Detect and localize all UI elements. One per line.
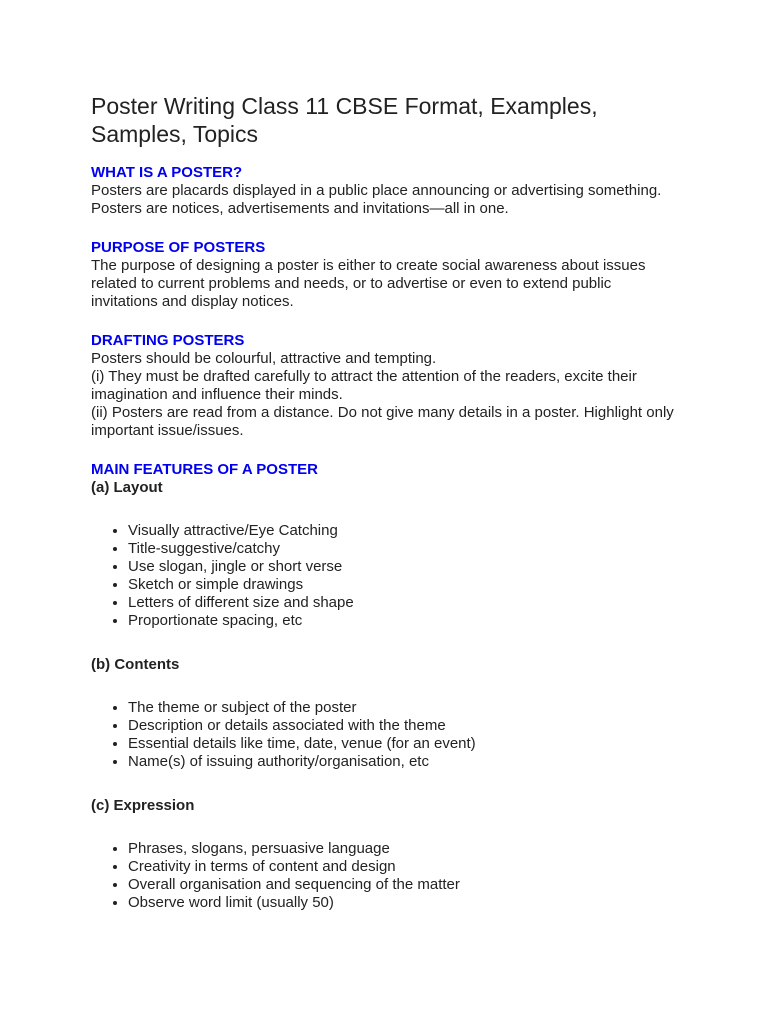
section-heading: PURPOSE OF POSTERS	[91, 239, 266, 256]
list-item: • Essential details like time, date, venue (for an event)	[128, 735, 711, 753]
section-what-is-a-poster	[91, 164, 711, 218]
list-item: • Proportionate spacing, etc	[128, 612, 711, 630]
section-heading: WHAT IS A POSTER?	[91, 164, 243, 181]
contents-list	[91, 699, 711, 771]
section-main-features	[91, 461, 711, 912]
page-title	[91, 92, 711, 148]
section-heading: MAIN FEATURES OF A POSTER	[91, 461, 318, 478]
contents-subheading: (b) Contents	[91, 656, 180, 673]
list-item: • Phrases, slogans, persuasive language	[128, 840, 711, 858]
list-item: • Title-suggestive/catchy	[128, 540, 711, 558]
list-item: • The theme or subject of the poster	[128, 699, 711, 717]
list-item: • Use slogan, jingle or short verse	[128, 558, 711, 576]
section-paragraph	[91, 257, 711, 311]
section-paragraph	[91, 182, 711, 218]
paragraph-line: (ii) Posters are read from a distance. Do not give many details in a poster. Highlight only	[91, 404, 674, 421]
paragraph-line: The purpose of designing a poster is either to create social awareness about issues	[91, 257, 646, 274]
section-heading: DRAFTING POSTERS	[91, 332, 245, 349]
paragraph-line: related to current problems and needs, or to advertise or even to extend public	[91, 275, 612, 292]
layout-list	[91, 522, 711, 630]
expression-list	[91, 840, 711, 912]
list-item: • Name(s) of issuing authority/organisation, etc	[128, 753, 711, 771]
list-item: • Overall organisation and sequencing of the matter	[128, 876, 711, 894]
paragraph-line: Posters are placards displayed in a public place announcing or advertising something.	[91, 182, 662, 199]
layout-subheading: (a) Layout	[91, 479, 163, 496]
page-title-line-1: Poster Writing Class 11 CBSE Format, Examples,	[91, 93, 598, 119]
paragraph-line: imagination and influence their minds.	[91, 386, 343, 403]
paragraph-line: invitations and display notices.	[91, 293, 294, 310]
list-item: • Letters of different size and shape	[128, 594, 711, 612]
section-purpose-of-posters	[91, 239, 711, 311]
list-item: • Sketch or simple drawings	[128, 576, 711, 594]
list-item: • Visually attractive/Eye Catching	[128, 522, 711, 540]
page-title-line-2: Samples, Topics	[91, 121, 259, 147]
section-paragraph	[91, 350, 711, 440]
paragraph-line: Posters are notices, advertisements and invitations—all in one.	[91, 200, 509, 217]
section-drafting-posters	[91, 332, 711, 440]
list-item: • Creativity in terms of content and design	[128, 858, 711, 876]
expression-subheading: (c) Expression	[91, 797, 195, 814]
list-item: • Observe word limit (usually 50)	[128, 894, 711, 912]
paragraph-line: important issue/issues.	[91, 422, 244, 439]
paragraph-line: (i) They must be drafted carefully to attract the attention of the readers, excite their	[91, 368, 637, 385]
paragraph-line: Posters should be colourful, attractive and tempting.	[91, 350, 437, 367]
document-page	[91, 92, 711, 938]
list-item: • Description or details associated with the theme	[128, 717, 711, 735]
